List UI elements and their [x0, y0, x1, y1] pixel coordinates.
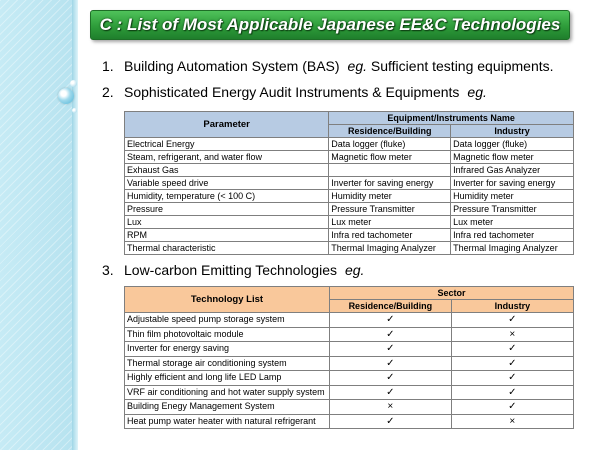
equipment-table	[124, 111, 574, 255]
cell-residence-mark: ×	[329, 400, 451, 415]
cell-industry: Data logger (fluke)	[451, 138, 574, 151]
cell-industry: Pressure Transmitter	[451, 203, 574, 216]
table-row	[125, 342, 574, 357]
page-title: C : List of Most Applicable Japanese EE&C Technologies	[99, 15, 561, 34]
cell-parameter: Steam, refrigerant, and water flow	[125, 151, 329, 164]
table-row	[125, 242, 574, 255]
table-row	[125, 414, 574, 429]
cell-residence-mark: ✓	[329, 414, 451, 429]
list-item-text: Sophisticated Energy Audit Instruments & Equipments	[124, 84, 460, 100]
cell-residence: Data logger (fluke)	[329, 138, 451, 151]
table-row	[125, 151, 574, 164]
table-row	[125, 190, 574, 203]
cell-industry: Thermal Imaging Analyzer	[451, 242, 574, 255]
cell-industry: Lux meter	[451, 216, 574, 229]
cell-residence: Lux meter	[329, 216, 451, 229]
cell-industry-mark: ✓	[451, 313, 573, 328]
cell-residence-mark: ✓	[329, 371, 451, 386]
cell-residence: Infra red tachometer	[329, 229, 451, 242]
technology-table	[124, 286, 574, 429]
list-item-eg: eg.	[344, 262, 365, 278]
decorative-sidebar	[0, 0, 78, 450]
cell-technology: Inverter for energy saving	[125, 342, 330, 357]
cell-residence: Thermal Imaging Analyzer	[329, 242, 451, 255]
sidebar-edge	[72, 0, 78, 450]
cell-parameter: Thermal characteristic	[125, 242, 329, 255]
cell-industry-mark: ✓	[451, 342, 573, 357]
cell-industry: Magnetic flow meter	[451, 151, 574, 164]
list-item-eg: eg.	[347, 58, 368, 74]
cell-technology: Highly efficient and long life LED Lamp	[125, 371, 330, 386]
table-row	[125, 164, 574, 177]
table-row	[125, 138, 574, 151]
table-row	[125, 216, 574, 229]
cell-industry: Infrared Gas Analyzer	[451, 164, 574, 177]
cell-parameter: Variable speed drive	[125, 177, 329, 190]
cell-residence: Humidity meter	[329, 190, 451, 203]
cell-technology: Heat pump water heater with natural refrigerant	[125, 414, 330, 429]
cell-parameter: RPM	[125, 229, 329, 242]
table-row	[125, 385, 574, 400]
bubble-large-icon	[58, 88, 74, 104]
cell-residence: Pressure Transmitter	[329, 203, 451, 216]
header-residence: Residence/Building	[329, 125, 451, 138]
header-equipment-group: Equipment/Instruments Name	[329, 112, 574, 125]
cell-industry-mark: ✓	[451, 356, 573, 371]
table-row	[125, 327, 574, 342]
cell-parameter: Lux	[125, 216, 329, 229]
table-row	[125, 400, 574, 415]
cell-technology: Adjustable speed pump storage system	[125, 313, 330, 328]
list-item-text: Building Automation System (BAS)	[124, 58, 340, 74]
cell-residence-mark: ✓	[329, 356, 451, 371]
list-item-3	[102, 262, 364, 278]
cell-residence-mark: ✓	[329, 313, 451, 328]
cell-industry: Humidity meter	[451, 190, 574, 203]
list-item-number: 1.	[102, 58, 114, 74]
cell-technology: Thin film photovoltaic module	[125, 327, 330, 342]
cell-industry-mark: ✓	[451, 400, 573, 415]
list-item-text: Low-carbon Emitting Technologies	[124, 262, 337, 278]
list-item-number: 2.	[102, 84, 114, 100]
cell-industry-mark: ×	[451, 327, 573, 342]
cell-industry: Inverter for saving energy	[451, 177, 574, 190]
cell-residence: Magnetic flow meter	[329, 151, 451, 164]
list-item-1	[102, 58, 554, 74]
list-item-2	[102, 84, 487, 100]
cell-residence-mark: ✓	[329, 342, 451, 357]
cell-parameter: Pressure	[125, 203, 329, 216]
bubble-small-icon	[70, 80, 77, 87]
cell-residence-mark: ✓	[329, 385, 451, 400]
cell-parameter: Humidity, temperature (< 100 C)	[125, 190, 329, 203]
header-parameter: Parameter	[125, 112, 329, 138]
cell-residence: Inverter for saving energy	[329, 177, 451, 190]
cell-industry-mark: ×	[451, 414, 573, 429]
cell-technology: Building Enegy Management System	[125, 400, 330, 415]
title-banner	[90, 10, 570, 40]
table-row	[125, 229, 574, 242]
table-row	[125, 356, 574, 371]
table-row	[125, 313, 574, 328]
cell-industry-mark: ✓	[451, 371, 573, 386]
cell-residence	[329, 164, 451, 177]
header-industry: Industry	[451, 125, 574, 138]
list-item-number: 3.	[102, 262, 114, 278]
header-sector-group: Sector	[329, 287, 573, 300]
cell-technology: VRF air conditioning and hot water supply system	[125, 385, 330, 400]
cell-industry: Infra red tachometer	[451, 229, 574, 242]
cell-residence-mark: ✓	[329, 327, 451, 342]
cell-technology: Thermal storage air conditioning system	[125, 356, 330, 371]
table-row	[125, 177, 574, 190]
header-residence: Residence/Building	[329, 300, 451, 313]
bubble-tiny-icon	[72, 108, 77, 113]
header-industry: Industry	[451, 300, 573, 313]
header-technology-list: Technology List	[125, 287, 330, 313]
list-item-eg: eg.	[467, 84, 487, 100]
cell-parameter: Electrical Energy	[125, 138, 329, 151]
list-item-suffix: Sufficient testing equipments.	[370, 58, 554, 74]
cell-industry-mark: ✓	[451, 385, 573, 400]
cell-parameter: Exhaust Gas	[125, 164, 329, 177]
table-row	[125, 203, 574, 216]
table-row	[125, 371, 574, 386]
